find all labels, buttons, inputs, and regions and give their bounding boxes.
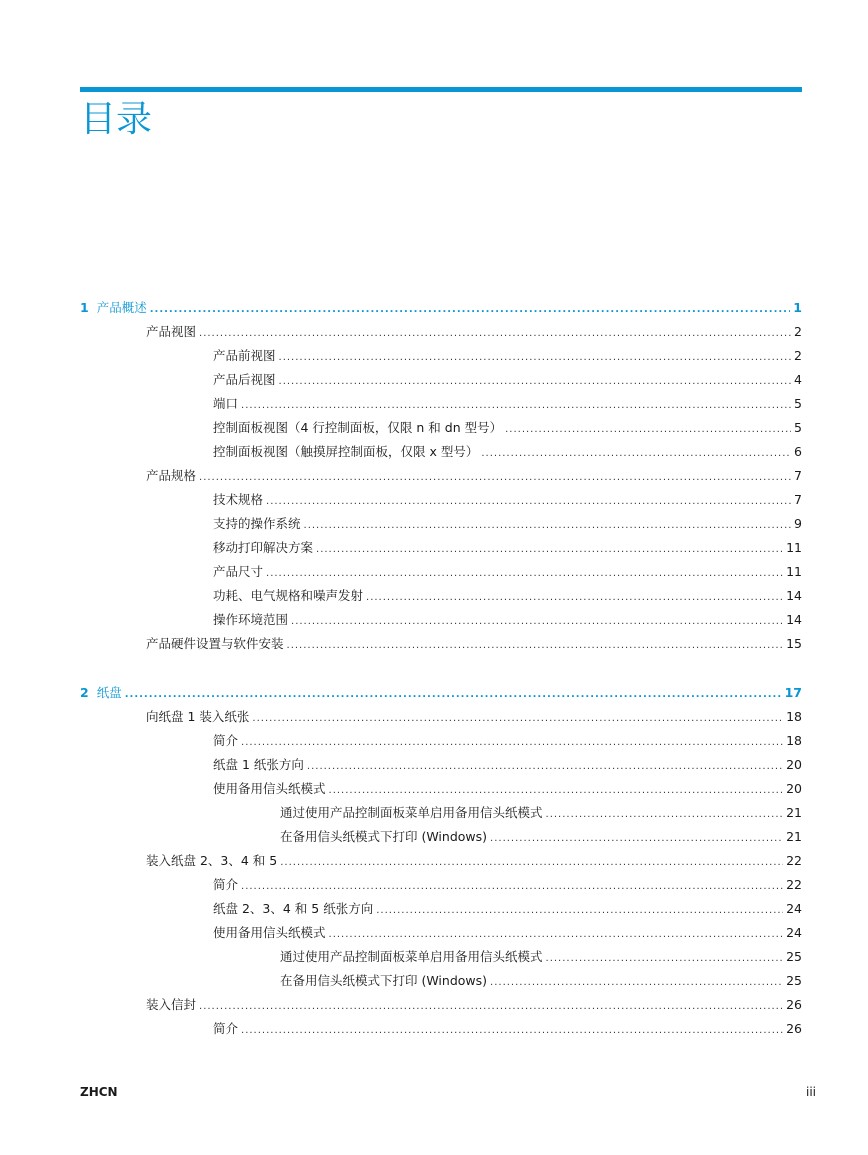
toc-page-number: 6 — [794, 444, 802, 459]
toc-page-number: 26 — [786, 997, 802, 1012]
toc-chapter-title: 纸盘 — [96, 685, 122, 700]
footer-language-code: ZHCN — [80, 1085, 118, 1099]
toc-page-number: 4 — [794, 372, 802, 387]
toc-leader-dots — [490, 829, 783, 849]
toc-entry[interactable] — [213, 1019, 802, 1039]
toc-leader-dots — [241, 396, 791, 416]
toc-entry-label: 使用备用信头纸模式 — [213, 925, 326, 940]
toc-entry[interactable] — [146, 466, 802, 486]
toc-leader-dots — [279, 372, 792, 392]
toc-page-number: 20 — [786, 781, 802, 796]
toc-page-number: 22 — [786, 853, 802, 868]
toc-entry[interactable] — [213, 586, 802, 606]
toc-leader-dots — [125, 685, 782, 705]
toc-entry[interactable] — [213, 370, 802, 390]
toc-entry[interactable] — [213, 923, 802, 943]
toc-entry-label — [80, 298, 147, 318]
toc-page-number: 25 — [786, 949, 802, 964]
toc-page-number: 21 — [786, 829, 802, 844]
toc-page-number: 14 — [786, 588, 802, 603]
toc-leader-dots — [291, 612, 783, 632]
toc-entry-label: 在备用信头纸模式下打印 (Windows) — [280, 973, 488, 988]
toc-entry[interactable] — [146, 322, 802, 342]
toc-page-number: 9 — [794, 516, 802, 531]
toc-leader-dots — [490, 973, 783, 993]
toc-page-number: 7 — [794, 468, 802, 483]
toc-entry[interactable] — [146, 995, 802, 1015]
toc-entry-label: 产品后视图 — [213, 372, 276, 387]
toc-entry[interactable] — [213, 538, 802, 558]
toc-leader-dots — [280, 853, 783, 873]
toc-entry-label: 简介 — [213, 1021, 239, 1036]
toc-entry-label: 产品规格 — [146, 468, 197, 483]
toc-chapter-number: 2 — [80, 685, 89, 700]
footer-page-number: iii — [805, 1085, 816, 1099]
toc-entry[interactable] — [213, 899, 802, 919]
toc-page-number: 26 — [786, 1021, 802, 1036]
toc-page-number: 25 — [786, 973, 802, 988]
toc-entry-label: 简介 — [213, 733, 239, 748]
toc-page-number: 22 — [786, 877, 802, 892]
toc-entry[interactable] — [146, 851, 802, 871]
toc-entry-label: 移动打印解决方案 — [213, 540, 314, 555]
toc-chapter-entry[interactable] — [80, 683, 802, 703]
toc-chapter-entry[interactable] — [80, 298, 802, 318]
toc-entry[interactable] — [213, 875, 802, 895]
toc-entry-label: 控制面板视图（4 行控制面板，仅限 n 和 dn 型号） — [213, 420, 503, 435]
toc-entry[interactable] — [213, 490, 802, 510]
toc-leader-dots — [546, 949, 784, 969]
toc-entry[interactable] — [146, 634, 802, 654]
toc-page-number: 7 — [794, 492, 802, 507]
toc-leader-dots — [366, 588, 783, 608]
toc-leader-dots — [481, 444, 791, 464]
toc-entry-label: 通过使用产品控制面板菜单启用备用信头纸模式 — [280, 949, 543, 964]
page-title: 目录 — [80, 99, 153, 140]
toc-entry-label: 装入信封 — [146, 997, 197, 1012]
toc-page-number: 1 — [793, 300, 802, 315]
toc-page-number: 11 — [786, 564, 802, 579]
toc-entry[interactable] — [280, 971, 802, 991]
toc-page-number: 15 — [786, 636, 802, 651]
toc-entry-label: 简介 — [213, 877, 239, 892]
toc-entry-label — [80, 683, 122, 703]
toc-entry[interactable] — [146, 707, 802, 727]
toc-page-number: 21 — [786, 805, 802, 820]
toc-leader-dots — [376, 901, 783, 921]
toc-leader-dots — [199, 324, 791, 344]
toc-leader-dots — [329, 925, 784, 945]
toc-entry-label: 使用备用信头纸模式 — [213, 781, 326, 796]
toc-entry-label: 技术规格 — [213, 492, 264, 507]
toc-entry-label: 控制面板视图（触摸屏控制面板，仅限 x 型号） — [213, 444, 479, 459]
title-rule — [80, 87, 802, 92]
toc-entry-label: 通过使用产品控制面板菜单启用备用信头纸模式 — [280, 805, 543, 820]
toc-entry-label: 支持的操作系统 — [213, 516, 301, 531]
toc-entry[interactable] — [213, 442, 802, 462]
toc-leader-dots — [241, 733, 783, 753]
toc-page-number: 24 — [786, 925, 802, 940]
toc-leader-dots — [252, 709, 783, 729]
toc-entry[interactable] — [213, 514, 802, 534]
toc-page-number: 11 — [786, 540, 802, 555]
toc-entry[interactable] — [280, 947, 802, 967]
toc-page-number: 18 — [786, 709, 802, 724]
toc-entry-label: 在备用信头纸模式下打印 (Windows) — [280, 829, 488, 844]
toc-entry-label: 产品视图 — [146, 324, 197, 339]
toc-page-number: 20 — [786, 757, 802, 772]
toc-leader-dots — [316, 540, 783, 560]
toc-entry[interactable] — [213, 610, 802, 630]
toc-leader-dots — [329, 781, 784, 801]
toc-page-number: 2 — [794, 324, 802, 339]
toc-chapter-number: 1 — [80, 300, 89, 315]
toc-leader-dots — [546, 805, 784, 825]
toc-chapter-title: 产品概述 — [96, 300, 147, 315]
toc-entry[interactable] — [213, 731, 802, 751]
toc-entry[interactable] — [280, 827, 802, 847]
toc-entry-label: 功耗、电气规格和噪声发射 — [213, 588, 364, 603]
toc-leader-dots — [241, 1021, 783, 1041]
toc-page-number: 5 — [794, 396, 802, 411]
toc-leader-dots — [287, 636, 784, 656]
toc-leader-dots — [266, 564, 783, 584]
toc-page-number: 2 — [794, 348, 802, 363]
toc-entry-label: 产品尺寸 — [213, 564, 264, 579]
toc-entry-label: 纸盘 2、3、4 和 5 纸张方向 — [213, 901, 374, 916]
toc-entry[interactable] — [213, 418, 802, 438]
toc-leader-dots — [199, 468, 791, 488]
toc-leader-dots — [150, 300, 791, 320]
toc-page-number: 14 — [786, 612, 802, 627]
toc-entry-label: 端口 — [213, 396, 239, 411]
toc-page-number: 18 — [786, 733, 802, 748]
toc-entry-label: 操作环境范围 — [213, 612, 289, 627]
toc-entry[interactable] — [213, 346, 802, 366]
toc-page-number: 5 — [794, 420, 802, 435]
toc-page-number: 17 — [784, 685, 802, 700]
toc-entry[interactable] — [213, 562, 802, 582]
toc-leader-dots — [505, 420, 791, 440]
toc-entry-label: 装入纸盘 2、3、4 和 5 — [146, 853, 278, 868]
toc-entry-label: 纸盘 1 纸张方向 — [213, 757, 304, 772]
toc-entry[interactable] — [280, 803, 802, 823]
toc-entry-label: 产品前视图 — [213, 348, 276, 363]
toc-leader-dots — [279, 348, 792, 368]
toc-leader-dots — [241, 877, 783, 897]
toc-leader-dots — [307, 757, 783, 777]
toc-entry[interactable] — [213, 779, 802, 799]
toc-entry[interactable] — [213, 755, 802, 775]
toc-leader-dots — [304, 516, 792, 536]
toc-entry-label: 产品硬件设置与软件安装 — [146, 636, 284, 651]
toc-leader-dots — [266, 492, 791, 512]
toc-page-number: 24 — [786, 901, 802, 916]
toc-leader-dots — [199, 997, 783, 1017]
toc-entry[interactable] — [213, 394, 802, 414]
toc-entry-label: 向纸盘 1 装入纸张 — [146, 709, 250, 724]
